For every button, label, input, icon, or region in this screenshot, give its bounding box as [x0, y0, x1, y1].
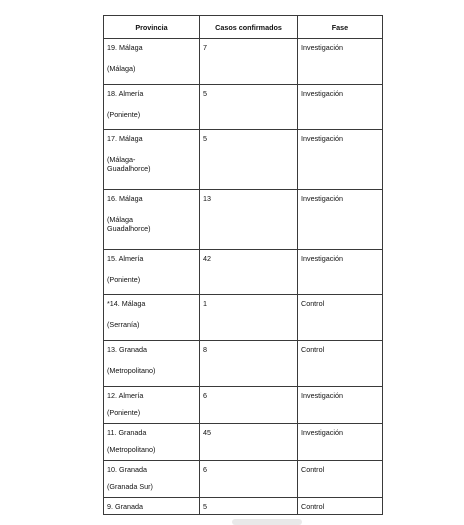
- fase-cell: [298, 295, 383, 341]
- fase-value: Control: [301, 502, 325, 511]
- provincia-cell: [104, 250, 200, 295]
- casos-value: 5: [203, 134, 207, 143]
- provincia-zona: (Málaga): [107, 64, 136, 73]
- fase-value: Investigación: [301, 428, 343, 437]
- table-row: [104, 39, 383, 85]
- fase-cell: [298, 85, 383, 130]
- header-casos-confirmados: Casos confirmados: [200, 16, 298, 39]
- provincia-cell: [104, 85, 200, 130]
- fase-value: Investigación: [301, 254, 343, 263]
- header-fase: Fase: [298, 16, 383, 39]
- fase-cell: [298, 190, 383, 250]
- fase-cell: [298, 39, 383, 85]
- fase-value: Control: [301, 299, 325, 308]
- casos-value: 5: [203, 502, 207, 511]
- table-row: [104, 85, 383, 130]
- table-row: [104, 295, 383, 341]
- provincia-cell: [104, 190, 200, 250]
- provincia-zona: (Serranía): [107, 320, 140, 329]
- casos-cell: [200, 461, 298, 498]
- casos-value: 6: [203, 391, 207, 400]
- table-row: [104, 130, 383, 190]
- casos-cell: [200, 190, 298, 250]
- fase-value: Investigación: [301, 194, 343, 203]
- casos-cell: [200, 295, 298, 341]
- provincia-name: 16. Málaga: [107, 194, 143, 203]
- table-header-row: [104, 16, 383, 39]
- provincia-zona: (Málaga- Guadalhorce): [107, 155, 151, 173]
- table-row: [104, 461, 383, 498]
- provincia-name: 13. Granada: [107, 345, 147, 354]
- table-row: [104, 190, 383, 250]
- fase-cell: [298, 424, 383, 461]
- casos-cell: [200, 250, 298, 295]
- casos-cell: [200, 341, 298, 387]
- table-row: [104, 387, 383, 424]
- casos-value: 42: [203, 254, 211, 263]
- provincia-cell: [104, 461, 200, 498]
- provincia-zona: (Málaga Guadalhorce): [107, 215, 151, 233]
- casos-cell: [200, 85, 298, 130]
- casos-cell: [200, 130, 298, 190]
- fase-value: Investigación: [301, 134, 343, 143]
- provincia-cell: [104, 387, 200, 424]
- provincia-name: 19. Málaga: [107, 43, 143, 52]
- provincia-name: 12. Almería: [107, 391, 144, 400]
- fase-value: Investigación: [301, 89, 343, 98]
- provincia-cell: [104, 341, 200, 387]
- fase-value: Control: [301, 345, 325, 354]
- provincia-zona: (Poniente): [107, 275, 141, 284]
- casos-value: 7: [203, 43, 207, 52]
- table-row: [104, 498, 383, 515]
- provincia-name: *14. Málaga: [107, 299, 146, 308]
- provincia-zona: (Poniente): [107, 110, 141, 119]
- casos-cell: [200, 387, 298, 424]
- provincia-cell: [104, 130, 200, 190]
- table-row: [104, 341, 383, 387]
- fase-value: Investigación: [301, 391, 343, 400]
- scroll-shadow: [232, 519, 302, 525]
- provincia-name: 10. Granada: [107, 465, 147, 474]
- provincia-cell: [104, 498, 200, 515]
- casos-value: 5: [203, 89, 207, 98]
- casos-value: 45: [203, 428, 211, 437]
- header-provincia: Provincia: [104, 16, 200, 39]
- casos-value: 1: [203, 299, 207, 308]
- casos-value: 13: [203, 194, 211, 203]
- table-row: [104, 424, 383, 461]
- provincia-name: 9. Granada: [107, 502, 143, 511]
- provincia-name: 11. Granada: [107, 428, 147, 437]
- provincia-zona: (Poniente): [107, 408, 141, 417]
- casos-value: 6: [203, 465, 207, 474]
- fase-value: Control: [301, 465, 325, 474]
- table-row: [104, 250, 383, 295]
- casos-cell: [200, 39, 298, 85]
- fase-cell: [298, 498, 383, 515]
- provincia-cell: [104, 295, 200, 341]
- fase-cell: [298, 461, 383, 498]
- outbreaks-table: [103, 15, 383, 515]
- fase-cell: [298, 250, 383, 295]
- casos-value: 8: [203, 345, 207, 354]
- provincia-zona: (Metropolitano): [107, 445, 156, 454]
- fase-cell: [298, 387, 383, 424]
- provincia-cell: [104, 39, 200, 85]
- provincia-name: 17. Málaga: [107, 134, 143, 143]
- fase-cell: [298, 341, 383, 387]
- provincia-zona: (Metropolitano): [107, 366, 156, 375]
- fase-cell: [298, 130, 383, 190]
- provincia-name: 15. Almería: [107, 254, 144, 263]
- casos-cell: [200, 424, 298, 461]
- provincia-cell: [104, 424, 200, 461]
- fase-value: Investigación: [301, 43, 343, 52]
- provincia-zona: (Granada Sur): [107, 482, 153, 491]
- provincia-name: 18. Almería: [107, 89, 144, 98]
- casos-cell: [200, 498, 298, 515]
